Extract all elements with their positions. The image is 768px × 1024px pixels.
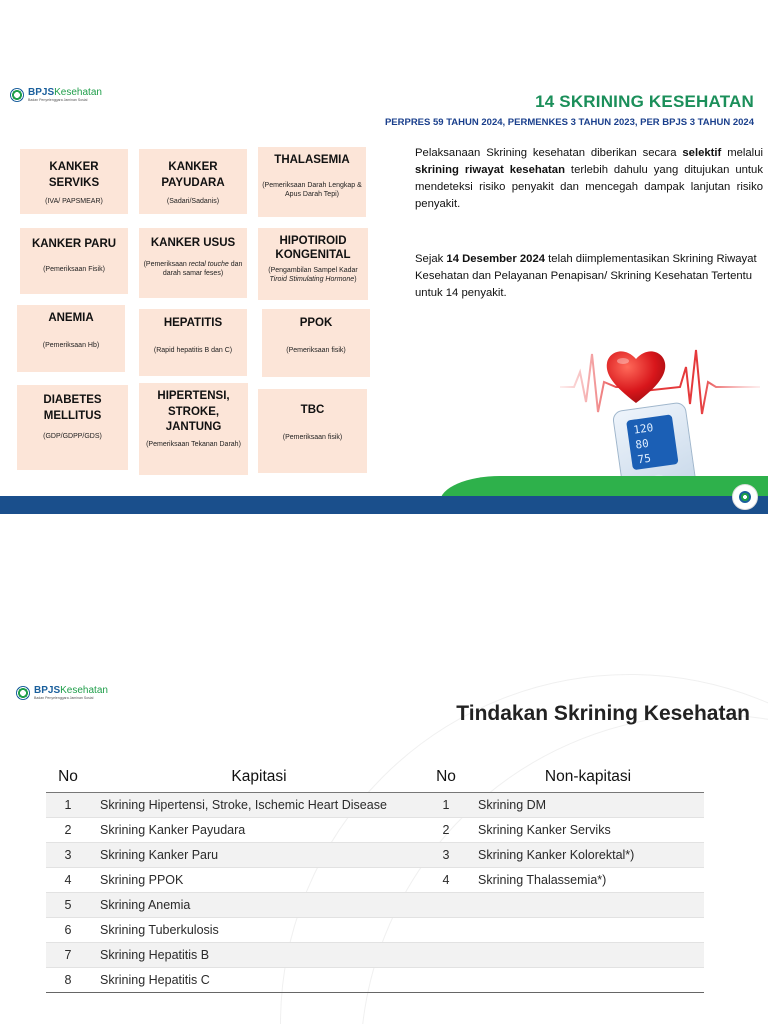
exam-text: ) (354, 275, 357, 283)
screening-box-kanker-serviks (20, 149, 128, 214)
logo-subtitle: Badan Penyelenggara Jaminan Sosial (34, 696, 94, 700)
screening-name: DIABETES MELLITUS (43, 394, 102, 422)
row-kapitasi: Skrining Hepatitis B (94, 942, 424, 967)
screening-box-hipotiroid-kongenital (258, 228, 368, 300)
screening-name: KANKER USUS (150, 237, 236, 249)
exam-text: (Pemeriksaan (143, 260, 189, 268)
slide-tindakan-skrining (0, 654, 768, 1024)
row-kapitasi: Skrining Kanker Paru (94, 842, 424, 867)
bp-diastolic: 80 (634, 436, 650, 452)
logo-brand: BPJS (28, 87, 55, 98)
row-no: 2 (46, 817, 90, 842)
screening-name: KANKER PAYUDARA (161, 161, 225, 189)
implementation-paragraph (415, 251, 763, 302)
row-non-kapitasi: Skrining Thalassemia*) (472, 867, 704, 892)
slide-title: 14 SKRINING KESEHATAN (535, 92, 754, 111)
exam-term: rectal touche (188, 260, 229, 268)
screening-exam: (Rapid hepatitis B dan C) (153, 346, 233, 354)
row-no-2: 2 (424, 817, 468, 842)
screening-exam: (Pemeriksaan fisik) (286, 346, 346, 354)
screening-exam: (Pemeriksaan fisik) (282, 433, 343, 441)
screening-exam: (IVA/ PAPSMEAR) (45, 197, 103, 205)
screening-exam: (Pemeriksaan Tekanan Darah) (146, 440, 241, 448)
row-non-kapitasi (472, 967, 704, 992)
screening-name: TBC (300, 404, 325, 416)
row-kapitasi: Skrining Tuberkulosis (94, 917, 424, 942)
table-row (46, 917, 704, 942)
screening-box-kanker-paru (20, 228, 128, 294)
bp-screen (626, 414, 679, 470)
row-no-2 (424, 942, 468, 967)
screening-box-thalasemia (258, 147, 366, 217)
screening-box-anemia (17, 305, 125, 372)
para-text: telah diimplementasikan Skrining Riwayat Kesehatan dan Pelayanan Penapisan/ Skrining Kesehatan Tertentu untuk 14 penyakit. (415, 253, 757, 299)
slide-title: Tindakan Skrining Kesehatan (456, 702, 750, 725)
screening-table (46, 762, 704, 993)
screening-exam: (Pemeriksaan Hb) (42, 341, 100, 349)
row-no: 6 (46, 917, 90, 942)
row-kapitasi: Skrining Hepatitis C (94, 967, 424, 992)
bpjs-logo (16, 686, 108, 701)
screening-name: KANKER PARU (31, 238, 117, 250)
row-non-kapitasi (472, 917, 704, 942)
logo-brand: BPJS (34, 685, 61, 696)
screening-name: PPOK (299, 317, 333, 329)
row-no-2: 1 (424, 792, 468, 817)
logo-brand-suffix: Kesehatan (54, 87, 102, 98)
header-no-2: No (424, 762, 468, 792)
row-kapitasi: Skrining PPOK (94, 867, 424, 892)
screening-exam: (GDP/GDPP/GDS) (43, 433, 102, 441)
intro-paragraph (415, 145, 763, 213)
para-text: Pelaksanaan Skrining kesehatan diberikan secara (415, 147, 683, 159)
screening-box-tbc (258, 389, 367, 473)
para-text: melalui (721, 147, 763, 159)
row-no-2 (424, 892, 468, 917)
table-row (46, 792, 704, 817)
table-row (46, 892, 704, 917)
header-kapitasi: Kapitasi (94, 762, 424, 792)
exam-text: (Pengambilan Sampel Kadar (268, 266, 358, 274)
screening-name: KANKER SERVIKS (48, 161, 100, 189)
screening-exam: (Pemeriksaan Darah Lengkap & Apus Darah Tepi) (262, 181, 362, 198)
heart-icon (605, 347, 667, 405)
para-emphasis: 14 Desember 2024 (446, 253, 546, 265)
para-text: Sejak (415, 253, 447, 265)
row-kapitasi: Skrining Anemia (94, 892, 424, 917)
bp-systolic: 120 (632, 421, 655, 437)
slide-14-skrining (0, 80, 768, 514)
bpjs-logo-icon (16, 686, 30, 700)
row-non-kapitasi: Skrining Kanker Serviks (472, 817, 704, 842)
screening-exam: (Sadari/Sadanis) (166, 197, 220, 205)
header-non-kapitasi: Non-kapitasi (472, 762, 704, 792)
corner-logo-icon (732, 484, 758, 510)
screening-name: HEPATITIS (163, 317, 223, 329)
header-no: No (46, 762, 90, 792)
table-row (46, 967, 704, 992)
bpjs-logo (10, 88, 102, 103)
row-non-kapitasi (472, 892, 704, 917)
row-no-2 (424, 917, 468, 942)
screening-exam (262, 266, 364, 284)
row-non-kapitasi (472, 942, 704, 967)
screening-box-kanker-payudara (139, 149, 247, 214)
logo-brand-suffix: Kesehatan (60, 685, 108, 696)
logo-subtitle: Badan Penyelenggara Jaminan Sosial (28, 98, 88, 102)
screening-name: HIPERTENSI, STROKE, JANTUNG (157, 390, 230, 434)
screening-exam: (Pemeriksaan Fisik) (43, 265, 105, 273)
screening-box-ppok (262, 309, 370, 377)
screening-box-hepatitis (139, 309, 247, 376)
table-row (46, 942, 704, 967)
bpjs-logo-icon (10, 88, 24, 102)
row-no-2: 3 (424, 842, 468, 867)
screening-name: THALASEMIA (274, 154, 350, 166)
footer-band (0, 496, 768, 514)
row-no-2 (424, 967, 468, 992)
slide-subtitle: PERPRES 59 TAHUN 2024, PERMENKES 3 TAHUN 2023, PER BPJS 3 TAHUN 2024 (384, 117, 754, 128)
row-kapitasi: Skrining Kanker Payudara (94, 817, 424, 842)
row-no: 4 (46, 867, 90, 892)
table-row (46, 817, 704, 842)
table-row (46, 867, 704, 892)
para-emphasis: selektif (682, 147, 722, 159)
row-non-kapitasi: Skrining Kanker Kolorektal*) (472, 842, 704, 867)
row-no: 1 (46, 792, 90, 817)
screening-name: HIPOTIROID KONGENITAL (275, 235, 351, 262)
row-no-2: 4 (424, 867, 468, 892)
table-row (46, 842, 704, 867)
screening-box-kanker-usus (139, 228, 247, 298)
screening-name: ANEMIA (48, 312, 94, 324)
table-header-row (46, 762, 704, 792)
screening-box-hipertensi-stroke-jantung (139, 383, 248, 475)
row-kapitasi: Skrining Hipertensi, Stroke, Ischemic Heart Disease (94, 792, 424, 817)
exam-term: Tiroid Stimulating Hormone (269, 275, 355, 283)
row-no: 5 (46, 892, 90, 917)
para-emphasis: skrining riwayat kesehatan (415, 164, 565, 176)
row-no: 7 (46, 942, 90, 967)
row-no: 3 (46, 842, 90, 867)
para-text: terlebih dahulu yang ditujukan untuk mendeteksi risiko penyakit dan mencegah dampak lanjutan risiko penyakit. (415, 164, 763, 210)
row-non-kapitasi: Skrining DM (472, 792, 704, 817)
exam-text: dan darah samar feses) (162, 260, 243, 277)
row-no: 8 (46, 967, 90, 992)
screening-exam (143, 260, 243, 278)
bp-pulse: 75 (636, 451, 652, 467)
screening-box-diabetes-mellitus (17, 385, 128, 470)
